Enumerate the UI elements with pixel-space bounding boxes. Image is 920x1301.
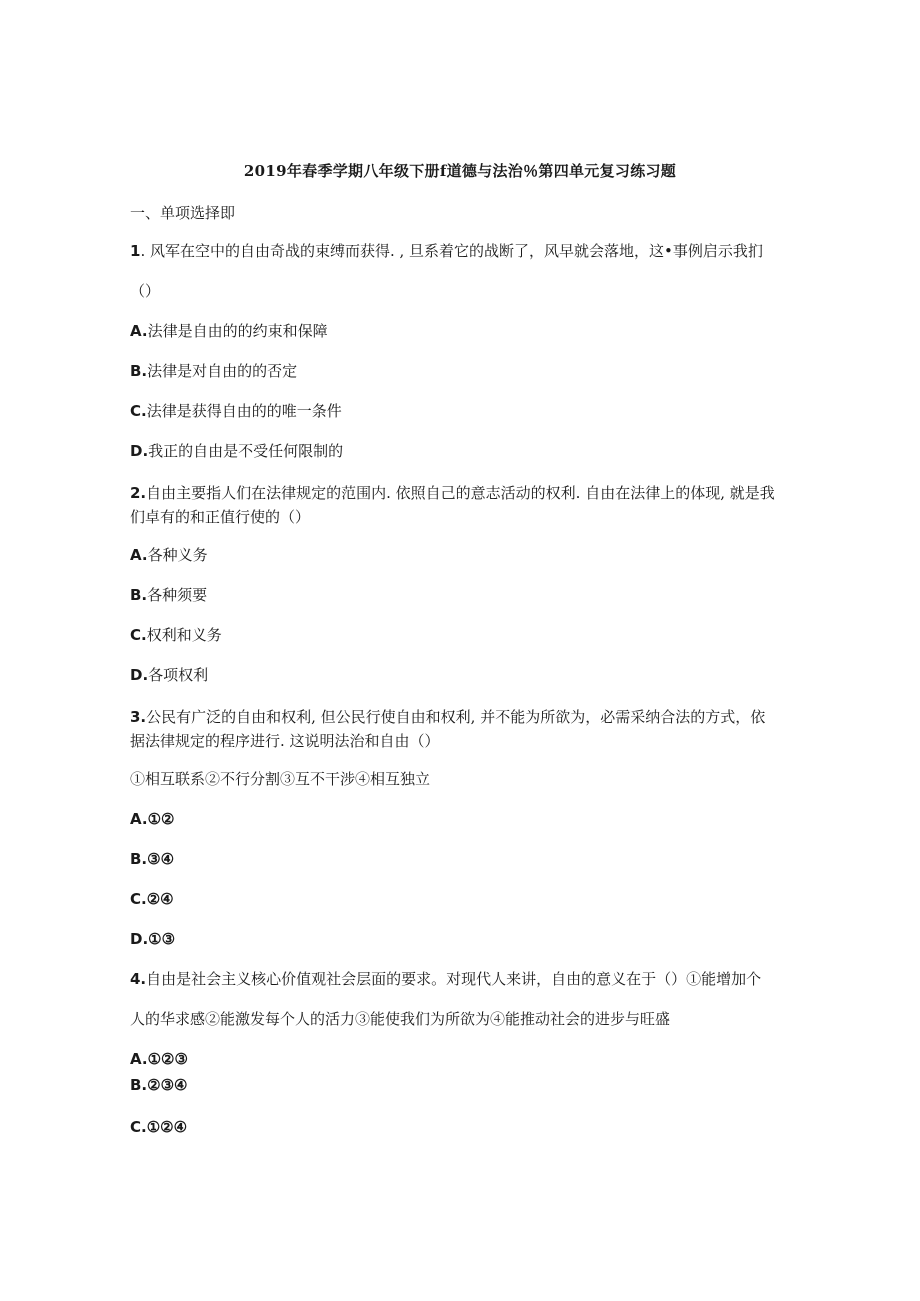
question-3-option-b: B.③④ — [130, 850, 175, 868]
question-3-option-a: A.①② — [130, 810, 175, 828]
page-title: 2019年春季学期八年级下册f道德与法治％第四单元复习练习题 — [243, 162, 677, 180]
question-2-option-c: C.权利和义务 — [130, 626, 222, 644]
question-2-option-d: D.各项权利 — [130, 666, 209, 684]
question-number: 4. — [130, 970, 147, 988]
question-3-option-d: D.①③ — [130, 930, 176, 948]
question-2-text-cont: 们卓有的和正值行使的（） — [130, 508, 311, 526]
question-3-text: 3.公民有广泛的自由和权利, 但公民行使自由和权利, 并不能为所欲为，必需采纳合法的方式，依 — [130, 708, 766, 726]
question-4-option-a: A.①②③ — [130, 1050, 188, 1068]
question-1-option-a: A.法律是自由的的约束和保障 — [130, 322, 328, 340]
question-number: 2. — [130, 484, 147, 502]
question-number: 3. — [130, 708, 147, 726]
question-2-text: 2.自由主要指人们在法律规定的范围内. 依照自己的意志活动的权利. 自由在法律上的体现, 就是我 — [130, 484, 775, 502]
question-4-text-cont: 人的华求感②能激发每个人的活力③能使我们为所欲为④能推动社会的进步与旺盛 — [130, 1010, 671, 1028]
question-number: 1 — [130, 242, 141, 260]
question-1-text: 1. 风军在空中的自由奇战的束缚而获得. , 旦系着它的战断了，风早就会落地，这•事例启示我扪 — [130, 242, 763, 260]
question-2-option-a: A.各种义务 — [130, 546, 208, 564]
question-3-text-cont: 据法律规定的程序进行. 这说明法治和自由（） — [130, 732, 440, 750]
question-3-option-c: C.②④ — [130, 890, 174, 908]
question-2-option-b: B.各种须要 — [130, 586, 208, 604]
question-1-option-c: C.法律是获得自由的的唯一条件 — [130, 402, 342, 420]
question-1-option-b: B.法律是对自由的的否定 — [130, 362, 298, 380]
question-1-blank: （） — [130, 282, 161, 300]
question-4-option-b: B.②③④ — [130, 1076, 188, 1094]
question-3-statements: ①相互联系②不行分割③互不干涉④相互独立 — [130, 770, 431, 788]
question-4-option-c: C.①②④ — [130, 1118, 188, 1136]
section-heading: 一、单项选择即 — [130, 204, 236, 222]
question-1-option-d: D.我正的自由是不受任何限制的 — [130, 442, 344, 460]
question-4-text: 4.自由是社会主义核心价值观社会层面的要求。对现代人来讲，自由的意义在于（）①能增加个 — [130, 970, 762, 988]
